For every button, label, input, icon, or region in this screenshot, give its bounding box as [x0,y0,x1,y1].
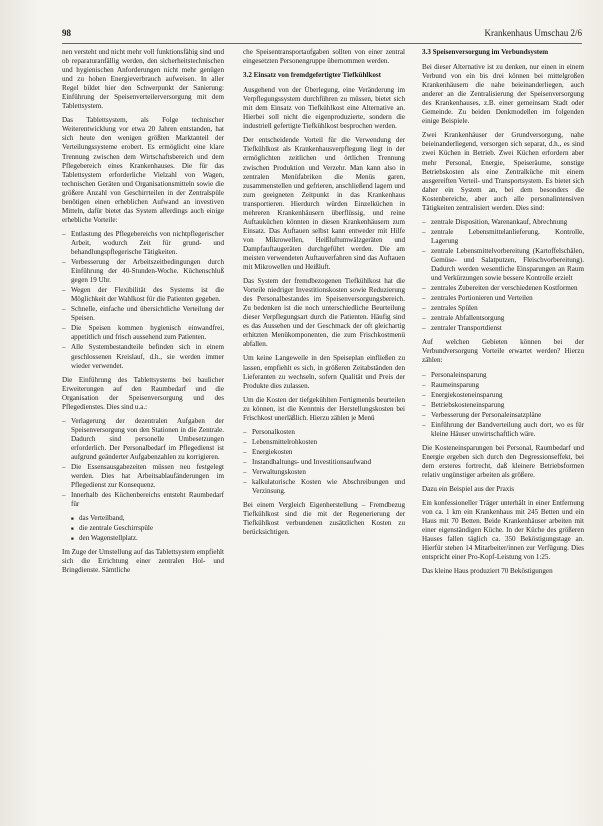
bullet-list [243,428,405,496]
list-item: – Lebensmittelrohkosten [243,438,405,447]
paragraph: Bei dieser Alternative ist zu denken, nur einen in einem Verbund von ein bis drei können bei mittelgroßen Krankenhäusern die nahe beieinanderliegen, auch anderer an die Zentralisierung der Speisenversorgung des Krankenhauses, z.B. einer gemeinsam Stadt oder Gemeinde. Zu beiden Denkmodellen im folgenden einige Beispiele. [422,63,584,126]
page-header [62,28,582,42]
list-item: – Die Speisen kommen hygienisch einwandfrei, appetitlich und frisch aussehend zum Patienten. [62,324,224,342]
list-item: – Entlastung des Pflegebereichs von nichtpflegerischer Arbeit, wodurch Zeit für grund- und behandlungspflegerische Tätigkeiten. [62,230,224,257]
list-item: – Verbesserung der Arbeitszeitbedingungen durch Einführung der 40-Stunden-Woche. Küchenschluß gegen 19 Uhr. [62,258,224,285]
list-item: – zentraler Transportdienst [422,324,584,333]
paragraph: Im Zuge der Umstellung auf das Tablettsystem empfiehlt sich die Errichtung einer zentralen Hol- und Bringdienste. Sämtliche [62,548,224,575]
list-item: – Energiekosteneinsparung [422,391,584,400]
list-item: ■ die zentrale Geschirrspüle [62,524,224,533]
paragraph: Bei einem Vergleich Eigenherstellung – Fremdbezug Tiefkühlkost sind die mit der Regenerierung der Tiefkühlkost verbundenen zusätzlichen Kosten zu berücksichtigen. [243,501,405,537]
list-item: – Innerhalb des Küchenbereichs entsteht Raumbedarf für [62,491,224,509]
running-title: Krankenhaus Umschau 2/6 [484,28,582,38]
paragraph: Um keine Langeweile in den Speiseplan einfließen zu lassen, empfiehlt es sich, in größeren Zeitabständen den Lieferanten zu wechseln, sofern Qualität und Preis der Produkte dies zulassen. [243,354,405,390]
list-item: – Einführung der Bandverteilung auch dort, wo es für kleine Häuser unwirtschaftlich wäre. [422,421,584,439]
paragraph: Die Einführung des Tablettsystems bei baulicher Erweiterungen auf den Raumbedarf und die Organisation der Speisenversorgung und des Pflegedienstes. Dies sind u.a.: [62,375,224,411]
list-item: – Personaleinsparung [422,371,584,380]
bullet-list [62,417,224,509]
list-item: – Betriebskosteneinsparung [422,401,584,410]
list-item: – zentrale Abfallentsorgung [422,314,584,323]
list-item: – zentrale Disposition, Warenankauf, Abrechnung [422,218,584,227]
paragraph: Auf welchen Gebieten können bei der Verbundversorgung Vorteile erwartet werden? Hierzu zählen: [422,338,584,365]
paragraph: Dazu ein Beispiel aus der Praxis [422,485,514,494]
paragraph: che Speisentransportaufgaben sollten von einer zentral eingesetzten Personengruppe übernommen werden. [243,48,405,66]
list-item: ■ den Wagenstellplatz. [62,534,224,543]
section-heading: 3.3 Speisenversorgung im Verbundsystem [422,48,549,56]
page-number: 98 [62,28,71,38]
paragraph: Das Tablettsystem, als Folge technischer Weiterentwicklung vor etwa 20 Jahren entstanden, hat sich heute den wenigen größten Marktanteil der Verteilungssysteme erobert. Es ermöglicht eine klare Trennung zwischen dem Wirtschaftsbereich und dem Pflegebereich eines Krankenhauses. Die für das Tablettsystem erforderliche Vielzahl von Wagen, technischen Geräten und Organisationsmitteln sowie die größere Anzahl von Geschirrteilen in der Zentralspüle benötigen einen erheblichen Aufwand an investiven Mitteln, dafür bietet das System allerdings auch einige erhebliche Vorteile: [62,116,224,224]
paragraph: Das kleine Haus produziert 70 Beköstigungen [422,567,553,576]
paragraph: Der entscheidende Vorteil für die Verwendung der Tiefkühlkost als Krankenhausverpflegung liegt in der ermöglichten zeitlichen und örtlichen Trennung zwischen Produktion und Verzehr. Man kann also in zentralen Menüfabriken die Menüs garen, zusammenstellen und gefrieren, anschließend lagern und zum geeigneten Zeitpunkt in das Krankenhaus transportieren. Hierdurch würden Einzelküchen in mehreren Krankenhäusern überflüssig, und reine Auftauküchen könnten in diesen Krankenhäusern zum Einsatz. Das Auftauen selbst kann entweder mit Hilfe von Mikrowellen, Heißluftumwälzgeräten und Dampfauftaugeräten durchgeführt werden. Die am meisten verwendeten Auftauverfahren sind das Auftauen mit Mikrowellen und Heißluft. [243,136,405,272]
list-item: – Personalkosten [243,428,405,437]
list-item: – Energiekosten [243,448,405,457]
list-item: – Verbesserung der Personaleinsatzpläne [422,411,584,420]
section-heading: 3.2 Einsatz von fremdgefertigter Tiefkühlkost [243,71,381,80]
list-item: – Instandhaltungs- und Investitionsaufwand [243,458,405,467]
list-item: – zentrale Lebensmittelanlieferung, Kontrolle, Lagerung [422,228,584,246]
list-item: – Verwaltungskosten [243,468,405,477]
list-item: – Schnelle, einfache und übersichtliche Verteilung der Speisen. [62,305,224,323]
text-column-1 [62,48,224,818]
list-item: – Alle Systembestandteile befinden sich in einem geschlossenen Kreislauf, d.h., sie werden immer wieder verwendet. [62,343,224,370]
list-item: – zentrales Portionieren und Verteilen [422,294,584,303]
paragraph: Das System der fremdbezogenen Tiefkühlkost hat die Vorteile niedriger Investitionskosten sowie Reduzierung des Personalbestandes im Speisenversorgungsbereich. Zu bedenken ist die noch unterschiedliche Beurteilung dieser Verpflegungsart durch die Patienten. Häufig sind es das Aussehen und der Geschmack der oft gleichartig erhitzten Menükomponenten, die zum Frischkostmenü abfallen. [243,277,405,349]
bullet-list [62,514,224,543]
bullet-list [422,371,584,439]
list-item: – Wegen der Flexibilität des Systems ist die Möglichkeit der Wahlkost für die Patienten gegeben. [62,286,224,304]
paragraph: Ausgehend von der Überlegung, eine Veränderung im Verpflegungssystem durchführen zu müssen, bietet sich mit dem Einsatz von Tiefkühlkost eine Alternative an. Hierbei soll nicht die eigenproduzierte, sondern die industriell gefertigte Tiefkühlkost besprochen werden. [243,86,405,131]
list-item: – Raumeinsparung [422,381,584,390]
list-item: – kalkulatorische Kosten wie Abschreibungen und Verzinsung. [243,478,405,496]
list-item: – zentrales Spülen [422,304,584,313]
list-item: – zentrales Zubereiten der verschiedenen Kostformen [422,284,584,293]
list-item: – zentrale Lebensmittelvorbereitung (Kartoffelschälen, Gemüse- und Salatputzen, Fleischvorbereitung). Dadurch werden wesentliche Einsparungen an Raum und Verkürzungen sowie bessere Kontrolle erzielt [422,247,584,283]
list-item: – Verlagerung der dezentralen Aufgaben der Speisenversorgung von den Stationen in die Zentrale. Dadurch sind personelle Umbesetzungen erforderlich. Der Personalbedarf im Pflegedienst ist aufgrund geänderter Aufgabenzahlen zu korrigieren. [62,417,224,462]
paragraph: Die Kosteneinsparungen bei Personal, Raumbedarf und Energie ergeben sich durch den Degressionseffekt, bei dem ersteres fortrecht, daß kleinere Betriebsformen relativ ungünstiger arbeiten als größere. [422,443,584,479]
paragraph: Zwei Krankenhäuser der Grundversorgung, nahe beieinanderliegend, versorgen sich separat, d.h., es sind zwei Küchen in Betrieb. Zwei Küchen erfordern aber mehr Personal, Energie, Speiseräume, sonstige Betriebskosten als eine Zentralküche mit einem ausgereiften Verteil- und Transportsystem. Es bietet sich daher ein System an, bei dem besonders die Kostenbereiche, aber auch alle personalintensiven Tätigkeiten zentralisiert werden. Dies sind: [422,131,584,212]
paragraph: Um die Kosten der tiefgekühlten Fertigmenüs beurteilen zu können, ist die Kenntnis der Herstellungskosten bei Frischkost unerläßlich. Hierzu zählen je Menü [243,395,405,422]
paragraph: nen versteht und nicht mehr voll funktionsfähig sind und ob reparaturanfällig werden, den sicherheitstechnischen und hygienischen Anforderungen nicht mehr genügen und zu hohen Energieverbrauch aufweisen. In aller Regel bildet hier den Schwerpunkt der Sanierung: Einführung der Speisenverteilerversorgung mit dem Tablettsystem. [62,48,224,111]
header-rule [62,43,582,44]
list-item: ■ das Verteilband, [62,514,224,523]
bullet-list [62,230,224,371]
list-item: – Die Essensausgabezeiten müssen neu festgelegt werden. Dies hat Arbeitsablaufänderungen im Pflegedienst zur Konsequenz. [62,463,224,490]
bullet-list [422,218,584,334]
text-column-2 [243,48,405,818]
paragraph: Ein konfessioneller Träger unterhält in einer Entfernung von ca. 1 km ein Krankenhaus mit 245 Betten und ein Haus mit 70 Betten. Beide Krankenhäuser arbeiten mit einer eigenständigen Küche. In der Küche des größeren Hauses fallen täglich ca. 350 Beköstigungstage an. Hierfür stehen 14 Mitarbeiter/innen zur Verfügung. Dies entspricht einer Pro-Kopf-Leistung von 1:25. [422,499,584,562]
text-column-3 [422,48,584,818]
